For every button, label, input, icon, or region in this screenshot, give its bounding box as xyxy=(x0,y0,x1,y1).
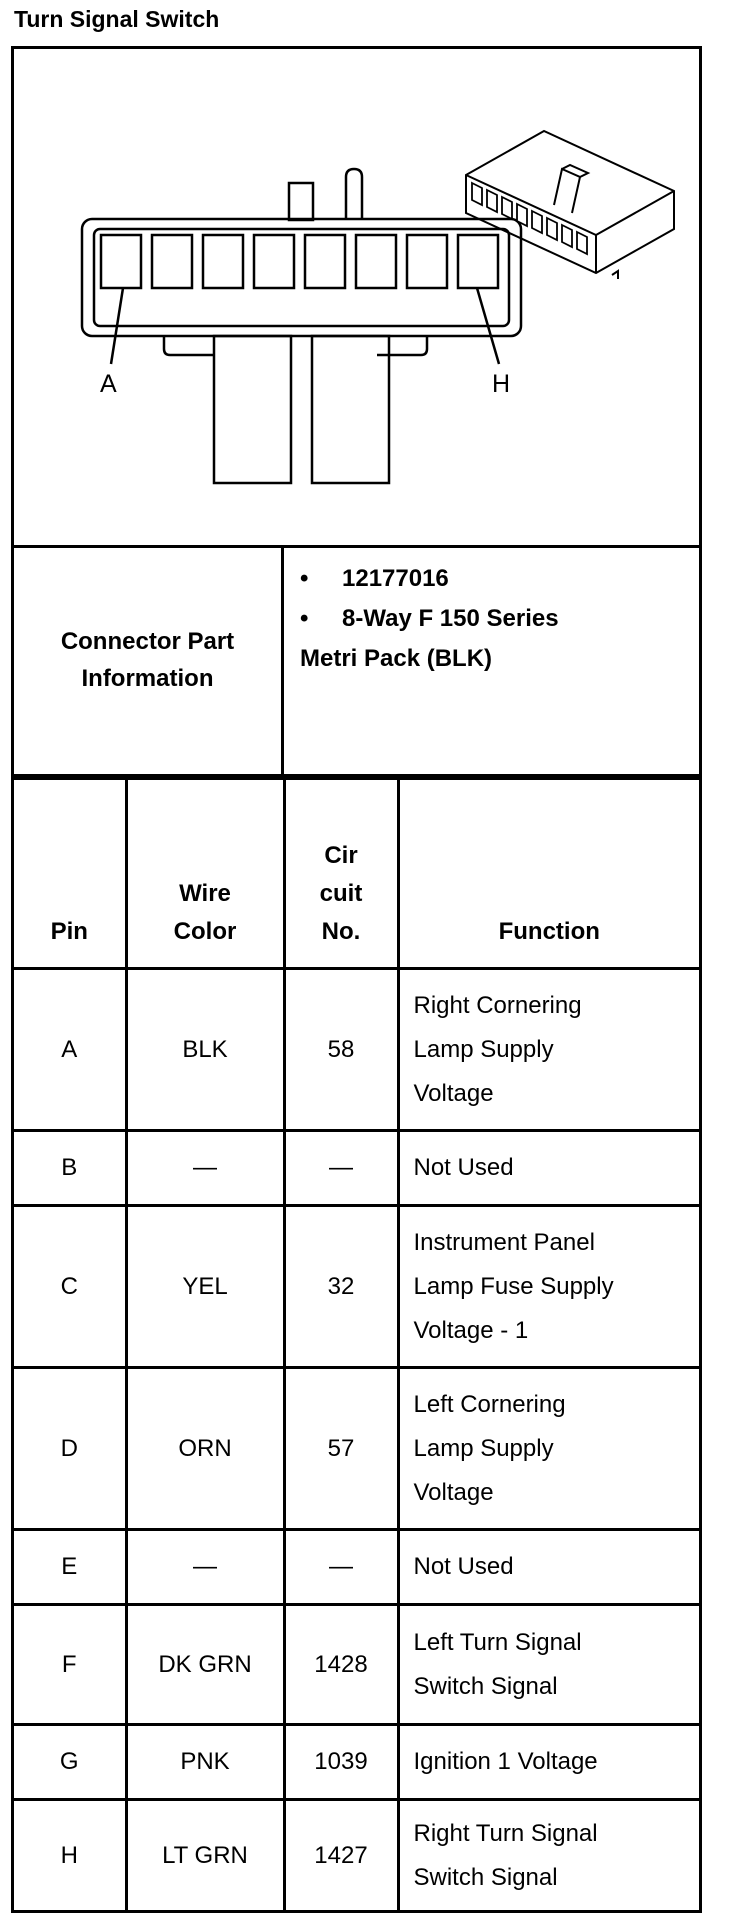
pin-label-h: H xyxy=(492,370,511,398)
connector-label-line2: Information xyxy=(81,664,214,692)
pin-cell: F xyxy=(14,1605,126,1725)
connector-part-details xyxy=(300,559,690,679)
connector-drawing xyxy=(14,49,699,545)
connector-end-view-frame xyxy=(11,46,702,1913)
circuit-cell: — xyxy=(284,1530,398,1605)
circuit-cell: 1427 xyxy=(284,1800,398,1912)
wire-color-cell: LT GRN xyxy=(126,1800,284,1912)
wire-color-cell: YEL xyxy=(126,1206,284,1368)
table-row xyxy=(14,1368,699,1530)
wire-color-cell: DK GRN xyxy=(126,1605,284,1725)
header-function: Function xyxy=(398,779,699,969)
table-row xyxy=(14,1605,699,1725)
bullet-icon: • xyxy=(300,605,309,632)
connector-part-info-row xyxy=(14,545,699,777)
function-cell: Left Cornering Lamp Supply Voltage xyxy=(398,1368,699,1530)
table-row xyxy=(14,969,699,1131)
function-cell: Right Turn Signal Switch Signal xyxy=(398,1800,699,1912)
header-pin: Pin xyxy=(14,779,126,969)
pin-table-header xyxy=(14,779,699,969)
pin-label-a: A xyxy=(100,370,117,398)
function-cell: Ignition 1 Voltage xyxy=(398,1725,699,1800)
connector-type-cont: Metri Pack (BLK) xyxy=(300,645,493,672)
pin-cell: B xyxy=(14,1131,126,1206)
circuit-cell: 57 xyxy=(284,1368,398,1530)
function-cell: Right Cornering Lamp Supply Voltage xyxy=(398,969,699,1131)
pin-cell: C xyxy=(14,1206,126,1368)
pin-cell: G xyxy=(14,1725,126,1800)
part-number: 12177016 xyxy=(342,565,449,592)
function-cell: Not Used xyxy=(398,1131,699,1206)
circuit-cell: 1039 xyxy=(284,1725,398,1800)
wire-color-cell: ORN xyxy=(126,1368,284,1530)
function-cell: Left Turn Signal Switch Signal xyxy=(398,1605,699,1725)
header-circuit-no: Cir cuit No. xyxy=(284,779,398,969)
circuit-cell: 1428 xyxy=(284,1605,398,1725)
page-title: Turn Signal Switch xyxy=(14,6,220,32)
table-row xyxy=(14,1800,699,1912)
function-cell: Not Used xyxy=(398,1530,699,1605)
connector-label-line1: Connector Part xyxy=(60,627,235,655)
circuit-cell: — xyxy=(284,1131,398,1206)
function-cell: Instrument Panel Lamp Fuse Supply Voltage - 1 xyxy=(398,1206,699,1368)
pin-table xyxy=(14,777,699,1912)
wire-color-cell: PNK xyxy=(126,1725,284,1800)
table-row xyxy=(14,1725,699,1800)
wire-color-cell: — xyxy=(126,1530,284,1605)
connector-diagram xyxy=(14,49,699,548)
bullet-icon: • xyxy=(300,565,309,592)
pin-cell: A xyxy=(14,969,126,1131)
pin-cell: E xyxy=(14,1530,126,1605)
circuit-cell: 58 xyxy=(284,969,398,1131)
circuit-cell: 32 xyxy=(284,1206,398,1368)
wire-color-cell: — xyxy=(126,1131,284,1206)
table-row xyxy=(14,1530,699,1605)
pin-cell: H xyxy=(14,1800,126,1912)
wire-color-cell: BLK xyxy=(126,969,284,1131)
connector-type: 8-Way F 150 Series xyxy=(342,605,559,632)
connector-part-label xyxy=(14,545,284,774)
table-row xyxy=(14,1131,699,1206)
table-row xyxy=(14,1206,699,1368)
header-wire-color: Wire Color xyxy=(126,779,284,969)
pin-cell: D xyxy=(14,1368,126,1530)
